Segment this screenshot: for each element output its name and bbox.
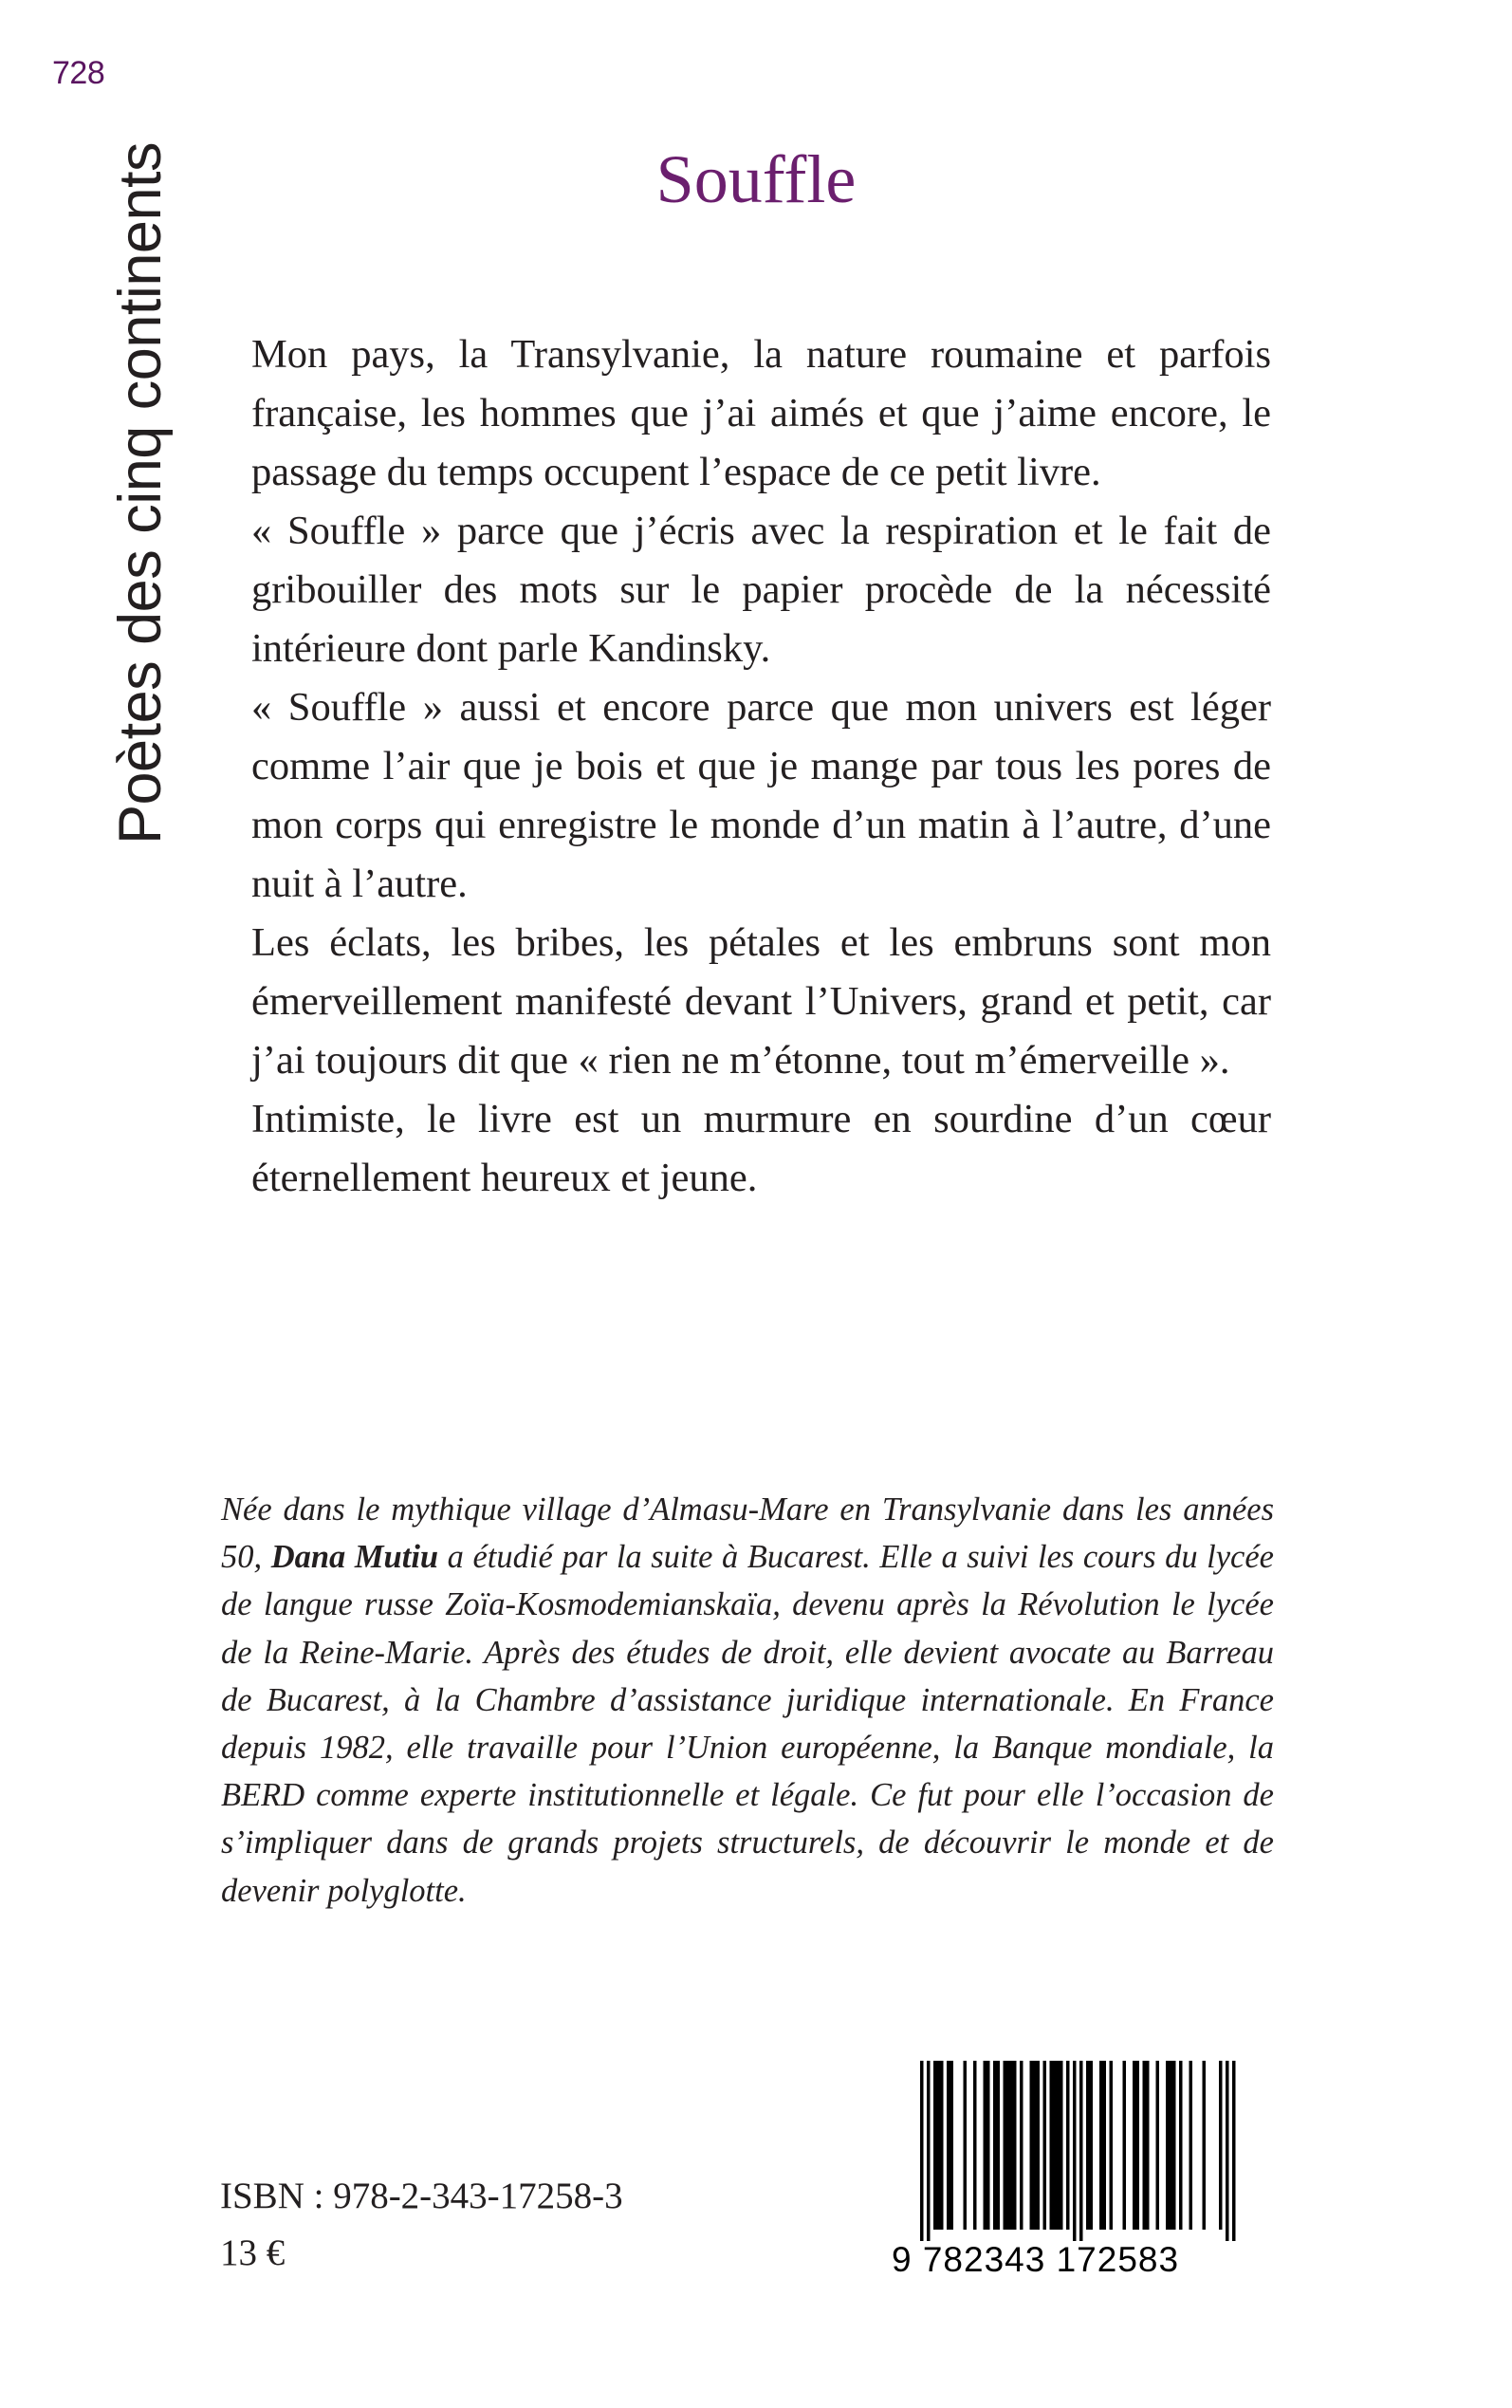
barcode-bar bbox=[1203, 2061, 1207, 2230]
barcode-bar bbox=[1060, 2061, 1063, 2230]
blurb-paragraph: « Souffle » aussi et encore parce que mon univers est léger comme l’air que je bois et que je mange par tous les pores de mon corps qui enregistre le monde d’un matin à l’autre, d’une nuit à l’autre. bbox=[251, 685, 1271, 906]
barcode-bar bbox=[1073, 2061, 1077, 2241]
series-number: 728 bbox=[52, 55, 105, 91]
barcode-bar bbox=[1013, 2061, 1017, 2230]
barcode-bar bbox=[1037, 2061, 1041, 2230]
barcode-bar bbox=[1166, 2061, 1170, 2230]
barcode-bar bbox=[1086, 2061, 1090, 2230]
blurb bbox=[251, 325, 1271, 1208]
bio-text-before: Née dans le mythique village d’Almasu-Mare en Transylvanie dans les années 50, bbox=[221, 1491, 1274, 1576]
barcode-bar bbox=[940, 2061, 944, 2230]
barcode-bar bbox=[964, 2061, 968, 2230]
barcode-bar bbox=[1030, 2061, 1034, 2230]
barcode-bar bbox=[920, 2061, 924, 2241]
book-title bbox=[0, 140, 1512, 219]
barcode-bar bbox=[997, 2061, 1001, 2230]
barcode-bar bbox=[1146, 2061, 1150, 2230]
barcode-bars bbox=[892, 2061, 1260, 2241]
barcode-bar bbox=[1010, 2061, 1014, 2230]
barcode-bar bbox=[1133, 2061, 1136, 2230]
barcode-bar bbox=[1066, 2061, 1070, 2230]
barcode-bar bbox=[1099, 2061, 1103, 2230]
barcode-bar bbox=[1004, 2061, 1007, 2230]
barcode-bar bbox=[1079, 2061, 1083, 2241]
barcode-bar bbox=[1020, 2061, 1023, 2230]
barcode-bar bbox=[1179, 2061, 1183, 2230]
author-bio bbox=[221, 1486, 1274, 1915]
blurb-paragraph: Intimiste, le livre est un murmure en sourdine d’un cœur éternellement heureux et jeune. bbox=[251, 1097, 1271, 1200]
blurb-paragraph: « Souffle » parce que j’écris avec la respiration et le fait de gribouiller des mots sur le papier procède de la nécessité intérieure dont parle Kandinsky. bbox=[251, 509, 1271, 671]
barcode-bar bbox=[1053, 2061, 1057, 2230]
barcode-bar bbox=[950, 2061, 954, 2230]
barcode-bar bbox=[1232, 2061, 1236, 2241]
barcode-bar bbox=[1136, 2061, 1140, 2230]
blurb-paragraph: Mon pays, la Transylvanie, la nature roumaine et parfois française, les hommes que j’ai aimés et que j’aime encore, le passage du temps occupent l’espace de ce petit livre. bbox=[251, 332, 1271, 494]
author-name: Dana Mutiu bbox=[270, 1539, 439, 1576]
barcode-bar bbox=[1143, 2061, 1147, 2230]
barcode-digits: 9 782343 172583 bbox=[892, 2240, 1180, 2279]
barcode-bar bbox=[1057, 2061, 1060, 2230]
barcode-bar bbox=[1123, 2061, 1127, 2230]
barcode-bar bbox=[1170, 2061, 1173, 2230]
barcode-bar bbox=[1033, 2061, 1037, 2230]
barcode-bar bbox=[1110, 2061, 1114, 2230]
series-name: Poètes des cinq continents bbox=[107, 142, 174, 844]
barcode-bar bbox=[986, 2061, 990, 2230]
barcode-bar bbox=[1050, 2061, 1054, 2230]
barcode-bar bbox=[993, 2061, 997, 2230]
book-title-text: Souffle bbox=[655, 141, 857, 217]
barcode bbox=[892, 2061, 1260, 2282]
barcode-bar bbox=[1156, 2061, 1160, 2230]
barcode-bar bbox=[1090, 2061, 1094, 2230]
price: 13 € bbox=[220, 2232, 286, 2273]
barcode-bar bbox=[927, 2061, 931, 2241]
barcode-bar bbox=[933, 2061, 937, 2230]
barcode-bar bbox=[1226, 2061, 1229, 2241]
barcode-bar bbox=[1103, 2061, 1107, 2230]
barcode-bar bbox=[947, 2061, 950, 2230]
barcode-bar bbox=[1043, 2061, 1047, 2230]
barcode-bar bbox=[937, 2061, 941, 2230]
bio-text-after: a étudié par la suite à Bucarest. Elle a suivi les cours du lycée de langue russe Zoïa-Kosmodemianskaïa, devenu après la Révolution le lycée de la Reine-Marie. Après des études de droit, elle devient avocate au Barreau de Bucarest, à la Chambre d’assistance juridique internationale. En France depuis 1982, elle travaille pour l’Union européenne, la Banque mondiale, la BERD comme experte institutionnelle et légale. Ce fut pour elle l’occasion de s’impliquer dans de grands projets structurels, de découvrir le monde et de devenir polyglotte. bbox=[221, 1539, 1274, 1909]
barcode-bar bbox=[1006, 2061, 1010, 2230]
barcode-bar bbox=[1219, 2061, 1223, 2230]
barcode-bar bbox=[973, 2061, 977, 2230]
barcode-bar bbox=[1189, 2061, 1193, 2230]
barcode-bar bbox=[984, 2061, 987, 2230]
barcode-bar bbox=[1172, 2061, 1176, 2230]
blurb-paragraph: Les éclats, les bribes, les pétales et les embruns sont mon émerveillement manifesté devant l’Univers, grand et petit, car j’ai toujours dit que « rien ne m’étonne, tout m’émerveille ». bbox=[251, 920, 1271, 1083]
isbn: ISBN : 978-2-343-17258-3 bbox=[220, 2176, 623, 2216]
